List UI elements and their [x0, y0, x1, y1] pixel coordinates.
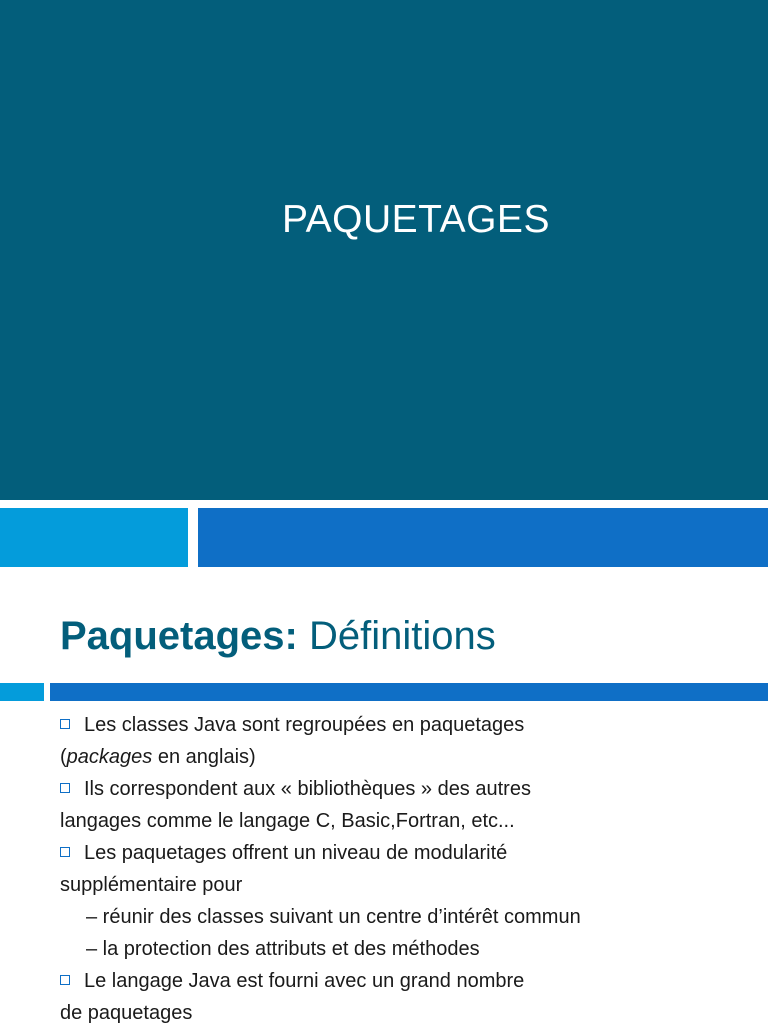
bullet-continuation	[60, 805, 760, 837]
slide-title: PAQUETAGES	[282, 198, 550, 241]
sub-item: – réunir des classes suivant un centre d’intérêt commun	[86, 906, 581, 928]
bullet-continuation	[60, 997, 760, 1029]
bullet-text: Ils correspondent aux « bibliothèques » des autres	[84, 778, 531, 800]
bullet-text: Les classes Java sont regroupées en paquetages	[84, 714, 525, 736]
sub-item: – la protection des attributs et des méthodes	[86, 938, 480, 960]
bullet-text: (	[60, 746, 67, 768]
bullet-text: supplémentaire pour	[60, 874, 243, 896]
bullet-continuation	[60, 741, 760, 773]
bullet-text: Le langage Java est fourni avec un grand nombre	[84, 970, 525, 992]
title-regular-part: Définitions	[297, 614, 496, 658]
title-bold-part: Paquetages:	[60, 614, 298, 658]
title-underline-dark	[50, 683, 768, 701]
bullet-item	[60, 965, 760, 997]
bullet-list	[60, 709, 760, 1029]
bullet-text: en anglais)	[152, 746, 256, 768]
content-slide-title	[60, 614, 496, 659]
bullet-item	[60, 837, 760, 869]
square-bullet-icon	[60, 847, 70, 857]
square-bullet-icon	[60, 783, 70, 793]
bullet-item	[60, 773, 760, 805]
bullet-item	[60, 709, 760, 741]
accent-band-dark	[198, 508, 768, 567]
bullet-text: Les paquetages offrent un niveau de modularité	[84, 842, 508, 864]
title-slide	[0, 0, 768, 500]
bullet-text: langages comme le langage C, Basic,Fortran, etc...	[60, 810, 515, 832]
bullet-continuation	[60, 869, 760, 901]
bullet-text-italic: packages	[66, 746, 153, 768]
bullet-text: de paquetages	[60, 1002, 193, 1024]
title-underline-light	[0, 683, 44, 701]
accent-band-light	[0, 508, 188, 567]
square-bullet-icon	[60, 975, 70, 985]
square-bullet-icon	[60, 719, 70, 729]
